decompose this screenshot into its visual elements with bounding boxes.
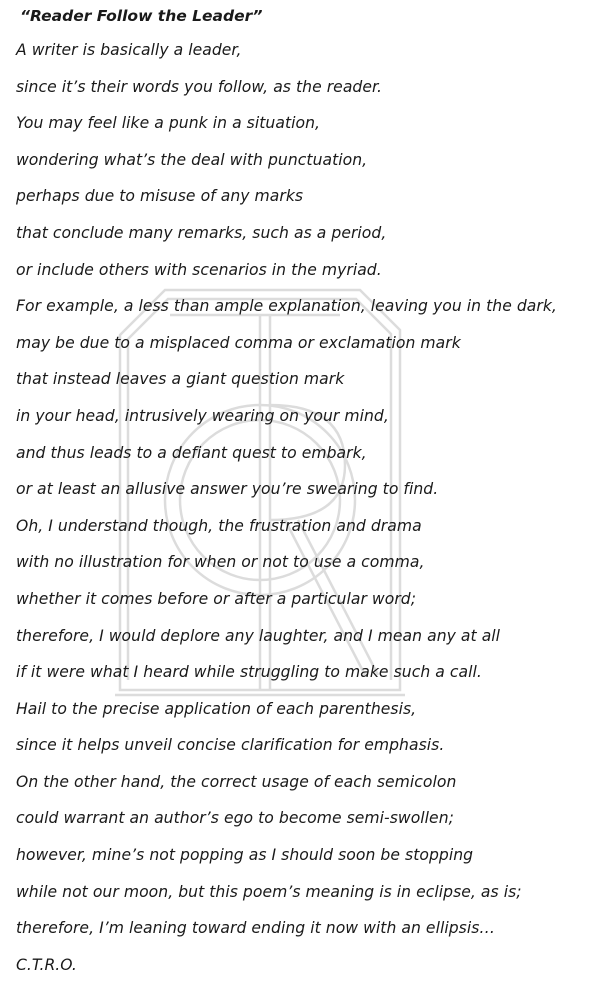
poem-signature: C.T.R.O. [16, 955, 77, 974]
poem-line: if it were what I heard while struggling to make such a call. [16, 663, 482, 682]
poem-line: You may feel like a punk in a situation, [16, 114, 321, 133]
poem-line: however, mine’s not popping as I should soon be stopping [16, 846, 474, 865]
poem-line: and thus leads to a defiant quest to embark, [16, 443, 367, 462]
poem-line: On the other hand, the correct usage of each semicolon [16, 772, 457, 791]
poem-line: therefore, I would deplore any laughter, and I mean any at all [16, 626, 501, 645]
poem-line: while not our moon, but this poem’s meaning is in eclipse, as is; [16, 882, 522, 901]
poem [16, 6, 596, 983]
poem-line: or include others with scenarios in the myriad. [16, 260, 382, 279]
poem-line: therefore, I’m leaning toward ending it now with an ellipsis… [16, 919, 496, 938]
poem-line: in your head, intrusively wearing on your mind, [16, 406, 389, 425]
poem-line: since it helps unveil concise clarification for emphasis. [16, 736, 445, 755]
poem-line: A writer is basically a leader, [16, 41, 242, 59]
poem-line: wondering what’s the deal with punctuation, [16, 150, 368, 169]
poem-line: perhaps due to misuse of any marks [16, 187, 304, 206]
poem-line: Hail to the precise application of each parenthesis, [16, 699, 417, 718]
poem-line: or at least an allusive answer you’re swearing to find. [16, 480, 439, 499]
poem-line: may be due to a misplaced comma or exclamation mark [16, 333, 461, 352]
poem-line: whether it comes before or after a particular word; [16, 589, 417, 608]
poem-title: “Reader Follow the Leader” [20, 7, 263, 25]
poem-line: that conclude many remarks, such as a period, [16, 223, 387, 242]
poem-line: Oh, I understand though, the frustration and drama [16, 516, 422, 535]
poem-line: since it’s their words you follow, as the reader. [16, 77, 383, 96]
poem-line: For example, a less than ample explanation, leaving you in the dark, [16, 297, 557, 316]
poem-line: that instead leaves a giant question mark [16, 370, 345, 389]
poem-line: with no illustration for when or not to use a comma, [16, 553, 425, 572]
poem-line: could warrant an author’s ego to become semi-swollen; [16, 809, 454, 828]
